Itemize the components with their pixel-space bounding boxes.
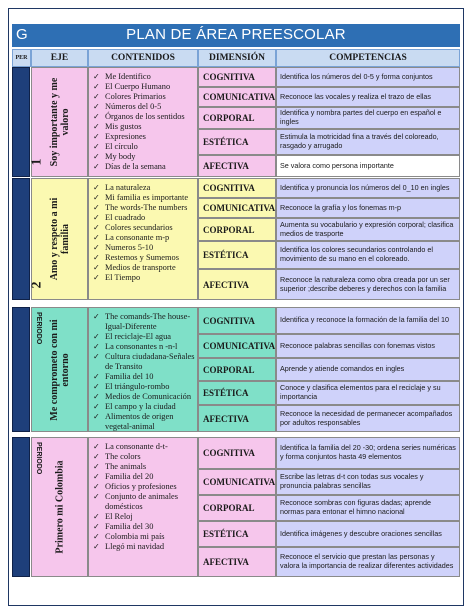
contenido-text: El reciclaje-El agua — [105, 332, 172, 341]
check-icon: ✓ — [93, 442, 100, 451]
contenido-text: Restemos y Sumemos — [105, 253, 179, 262]
contenido-item — [93, 233, 195, 243]
contenido-text: Familia del 30 — [105, 522, 154, 531]
check-icon: ✓ — [93, 492, 100, 501]
dimension-cell: ESTÉTICA — [198, 521, 276, 547]
contenido-item — [93, 372, 195, 382]
contenido-item — [93, 82, 195, 92]
dimension-cell: AFECTIVA — [198, 547, 276, 577]
dimension-cell: COGNITIVA — [198, 307, 276, 334]
dimension-cell: COMUNICATIVA — [198, 87, 276, 107]
dimension-cell: ESTÉTICA — [198, 129, 276, 155]
check-icon: ✓ — [93, 352, 100, 361]
banner-lead-letter: G — [16, 26, 28, 43]
dimension-cell: ESTÉTICA — [198, 241, 276, 269]
check-icon: ✓ — [93, 482, 100, 491]
contenido-item — [93, 263, 195, 273]
check-icon: ✓ — [93, 312, 100, 321]
contenidos-cell — [88, 67, 198, 177]
check-icon: ✓ — [93, 382, 100, 391]
contenido-text: Conjunto de animales domésticos — [105, 492, 179, 511]
contenido-item — [93, 472, 195, 482]
contenidos-cell — [88, 307, 198, 432]
competencia-cell: Conoce y clasifica elementos para el reciclaje y su importancia — [276, 381, 460, 405]
contenido-text: Colombia mi país — [105, 532, 165, 541]
contenido-item — [93, 132, 195, 142]
competencia-cell: Reconoce palabras sencillas con fonemas vistos — [276, 334, 460, 358]
contenido-item — [93, 122, 195, 132]
check-icon: ✓ — [93, 203, 100, 212]
contenido-text: The animals — [105, 462, 147, 471]
dimension-cell: COMUNICATIVA — [198, 198, 276, 218]
contenido-item — [93, 112, 195, 122]
contenido-item — [93, 512, 195, 522]
check-icon: ✓ — [93, 102, 100, 111]
contenido-text: La consonante m-p — [105, 233, 170, 242]
contenido-text: La consonante d-t- — [105, 442, 168, 451]
competencia-cell: Reconoce el servicio que prestan las personas y valora la importancia de realizar diferentes actividades — [276, 547, 460, 577]
check-icon: ✓ — [93, 462, 100, 471]
period-sidebar — [12, 67, 30, 177]
contenido-item — [93, 392, 195, 402]
check-icon: ✓ — [93, 82, 100, 91]
competencia-cell: Identifica los números del 0-5 y forma conjuntos — [276, 67, 460, 87]
contenidos-cell — [88, 178, 198, 300]
contenido-text: El Cuerpo Humano — [105, 82, 171, 91]
check-icon: ✓ — [93, 152, 100, 161]
header-per: PER — [12, 49, 31, 67]
dimension-cell: AFECTIVA — [198, 155, 276, 177]
dimension-cell: AFECTIVA — [198, 405, 276, 432]
contenido-text: Cultura ciudadana-Señales de Transito — [105, 352, 195, 371]
contenido-item — [93, 273, 195, 283]
check-icon: ✓ — [93, 142, 100, 151]
check-icon: ✓ — [93, 402, 100, 411]
contenido-item — [93, 203, 195, 213]
contenido-item — [93, 402, 195, 412]
check-icon: ✓ — [93, 162, 100, 171]
contenido-text: Medios de transporte — [105, 263, 176, 272]
contenido-item — [93, 152, 195, 162]
check-icon: ✓ — [93, 342, 100, 351]
contenido-item — [93, 183, 195, 193]
check-icon: ✓ — [93, 213, 100, 222]
period-sidebar — [12, 178, 30, 300]
contenido-text: Mis gustos — [105, 122, 142, 131]
contenido-text: Oficios y profesiones — [105, 482, 177, 491]
contenido-item — [93, 532, 195, 542]
competencia-cell: Se valora como persona importante — [276, 155, 460, 177]
contenido-item — [93, 542, 195, 552]
contenido-item — [93, 213, 195, 223]
check-icon: ✓ — [93, 392, 100, 401]
contenido-text: La naturaleza — [105, 183, 151, 192]
eje-cell — [31, 437, 88, 577]
contenido-text: My body — [105, 152, 136, 161]
eje-cell — [31, 67, 88, 177]
contenido-text: Mi familia es importante — [105, 193, 189, 202]
check-icon: ✓ — [93, 273, 100, 282]
eje-text: Primero mi Colombia — [54, 460, 65, 554]
check-icon: ✓ — [93, 223, 100, 232]
period-label: PERIODO — [35, 312, 42, 345]
contenido-text: Me Identifico — [105, 72, 151, 81]
contenido-text: El Tiempo — [105, 273, 141, 282]
check-icon: ✓ — [93, 132, 100, 141]
check-icon: ✓ — [93, 532, 100, 541]
contenido-text: El campo y la ciudad — [105, 402, 176, 411]
header-eje: EJE — [31, 49, 88, 67]
contenido-item — [93, 382, 195, 392]
contenido-item — [93, 332, 195, 342]
contenido-item — [93, 253, 195, 263]
contenido-item — [93, 522, 195, 532]
dimension-cell: AFECTIVA — [198, 269, 276, 300]
period-number: 2 — [29, 281, 45, 289]
check-icon: ✓ — [93, 233, 100, 242]
dimension-cell: CORPORAL — [198, 218, 276, 241]
check-icon: ✓ — [93, 263, 100, 272]
dimension-cell: COGNITIVA — [198, 178, 276, 198]
contenido-item — [93, 223, 195, 233]
competencia-cell: Reconoce la naturaleza como obra creada por un ser superior ;describe deberes y derechos con la familia — [276, 269, 460, 300]
contenido-text: Medios de Comunicación — [105, 392, 192, 401]
check-icon: ✓ — [93, 122, 100, 131]
contenido-text: El cuadrado — [105, 213, 146, 222]
contenido-item — [93, 102, 195, 112]
contenido-item — [93, 412, 195, 432]
contenido-text: El círculo — [105, 142, 138, 151]
competencia-cell: Reconoce sombras con figuras dadas; aprende normas para entonar el himno nacional — [276, 495, 460, 521]
competencia-cell: Reconoce la necesidad de permanecer acompañados por adultos responsables — [276, 405, 460, 432]
check-icon: ✓ — [93, 112, 100, 121]
contenido-text: Expresiones — [105, 132, 146, 141]
contenido-text: Números del 0-5 — [105, 102, 162, 111]
header-competencias: COMPETENCIAS — [276, 49, 460, 67]
contenidos-cell — [88, 437, 198, 577]
contenido-text: Numeros 5-10 — [105, 243, 154, 252]
contenido-item — [93, 92, 195, 102]
contenido-text: Alimentos de origen vegetal-animal — [105, 412, 174, 431]
header-contenidos: CONTENIDOS — [88, 49, 198, 67]
contenido-item — [93, 352, 195, 372]
contenido-text: Órganos de los sentidos — [105, 112, 185, 121]
competencia-cell: Identifica imágenes y descubre oraciones sencillas — [276, 521, 460, 547]
competencia-cell: Escribe las letras d-t con todas sus vocales y pronuncia palabras sencillas — [276, 469, 460, 495]
competencia-cell: Aumenta su vocabulario y expresión corporal; clasifica medios de trasporte — [276, 218, 460, 241]
contenido-text: Colores Primarios — [105, 92, 166, 101]
check-icon: ✓ — [93, 452, 100, 461]
contenido-item — [93, 462, 195, 472]
check-icon: ✓ — [93, 542, 100, 551]
dimension-cell: COGNITIVA — [198, 67, 276, 87]
competencia-cell: Identifica y pronuncia los números del 0_10 en ingles — [276, 178, 460, 198]
competencia-cell: Identifica y reconoce la formación de la familia del 10 — [276, 307, 460, 334]
period-number: 1 — [29, 158, 45, 166]
check-icon: ✓ — [93, 472, 100, 481]
contenido-item — [93, 243, 195, 253]
dimension-cell: CORPORAL — [198, 358, 276, 381]
contenido-item — [93, 482, 195, 492]
competencia-cell: Reconoce la grafía y los fonemas m-p — [276, 198, 460, 218]
dimension-cell: CORPORAL — [198, 107, 276, 129]
contenido-item — [93, 342, 195, 352]
check-icon: ✓ — [93, 332, 100, 341]
eje-text: Soy importante y me valoro — [48, 77, 71, 167]
eje-cell — [31, 178, 88, 300]
competencia-cell: Identifica y nombra partes del cuerpo en español e ingles — [276, 107, 460, 129]
dimension-cell: COMUNICATIVA — [198, 334, 276, 358]
contenido-text: The colors — [105, 452, 141, 461]
check-icon: ✓ — [93, 512, 100, 521]
dimension-cell: ESTÉTICA — [198, 381, 276, 405]
check-icon: ✓ — [93, 522, 100, 531]
contenido-text: Colores secundarios — [105, 223, 173, 232]
period-label: PERIODO — [35, 442, 42, 475]
period-sidebar — [12, 437, 30, 577]
dimension-cell: COMUNICATIVA — [198, 469, 276, 495]
contenido-text: Llegó mi navidad — [105, 542, 165, 551]
competencia-cell: Reconoce las vocales y realiza el trazo de ellas — [276, 87, 460, 107]
dimension-cell: CORPORAL — [198, 495, 276, 521]
contenido-text: Familia del 10 — [105, 372, 154, 381]
contenido-text: The words-The numbers — [105, 203, 188, 212]
contenido-item — [93, 142, 195, 152]
contenido-item — [93, 312, 195, 332]
competencia-cell: Identifica la familia del 20 -30; ordena series numéricas y forma conjuntos hasta 49 elementos — [276, 437, 460, 469]
contenido-item — [93, 452, 195, 462]
contenido-item — [93, 72, 195, 82]
contenido-item — [93, 162, 195, 172]
eje-text: Me comprometo con mi entorno — [48, 318, 71, 421]
page-title: PLAN DE ÁREA PREESCOLAR — [126, 26, 346, 43]
check-icon: ✓ — [93, 72, 100, 81]
competencia-cell: Aprende y atiende comandos en ingles — [276, 358, 460, 381]
period-sidebar — [12, 307, 30, 432]
check-icon: ✓ — [93, 92, 100, 101]
contenido-text: Familia del 20 — [105, 472, 154, 481]
eje-cell — [31, 307, 88, 432]
check-icon: ✓ — [93, 183, 100, 192]
title-banner — [12, 24, 460, 47]
check-icon: ✓ — [93, 253, 100, 262]
contenido-item — [93, 442, 195, 452]
dimension-cell: COGNITIVA — [198, 437, 276, 469]
contenido-text: El Reloj — [105, 512, 133, 521]
check-icon: ✓ — [93, 412, 100, 421]
contenido-text: El triángulo-rombo — [105, 382, 170, 391]
contenido-item — [93, 193, 195, 203]
contenido-item — [93, 492, 195, 512]
contenido-text: La consonantes n -n-l — [105, 342, 178, 351]
header-dimension: DIMENSIÓN — [198, 49, 276, 67]
eje-text: Amo y respeto a mi familia — [48, 197, 71, 281]
contenido-text: The comands-The house-Igual-Diferente — [105, 312, 191, 331]
check-icon: ✓ — [93, 372, 100, 381]
contenido-text: Días de la semana — [105, 162, 166, 171]
check-icon: ✓ — [93, 243, 100, 252]
competencia-cell: Identifica los colores secundarios controlando el movimiento de su mano en el coloreado. — [276, 241, 460, 269]
competencia-cell: Estimula la motricidad fina a través del coloreado, rasgado y arrugado — [276, 129, 460, 155]
check-icon: ✓ — [93, 193, 100, 202]
